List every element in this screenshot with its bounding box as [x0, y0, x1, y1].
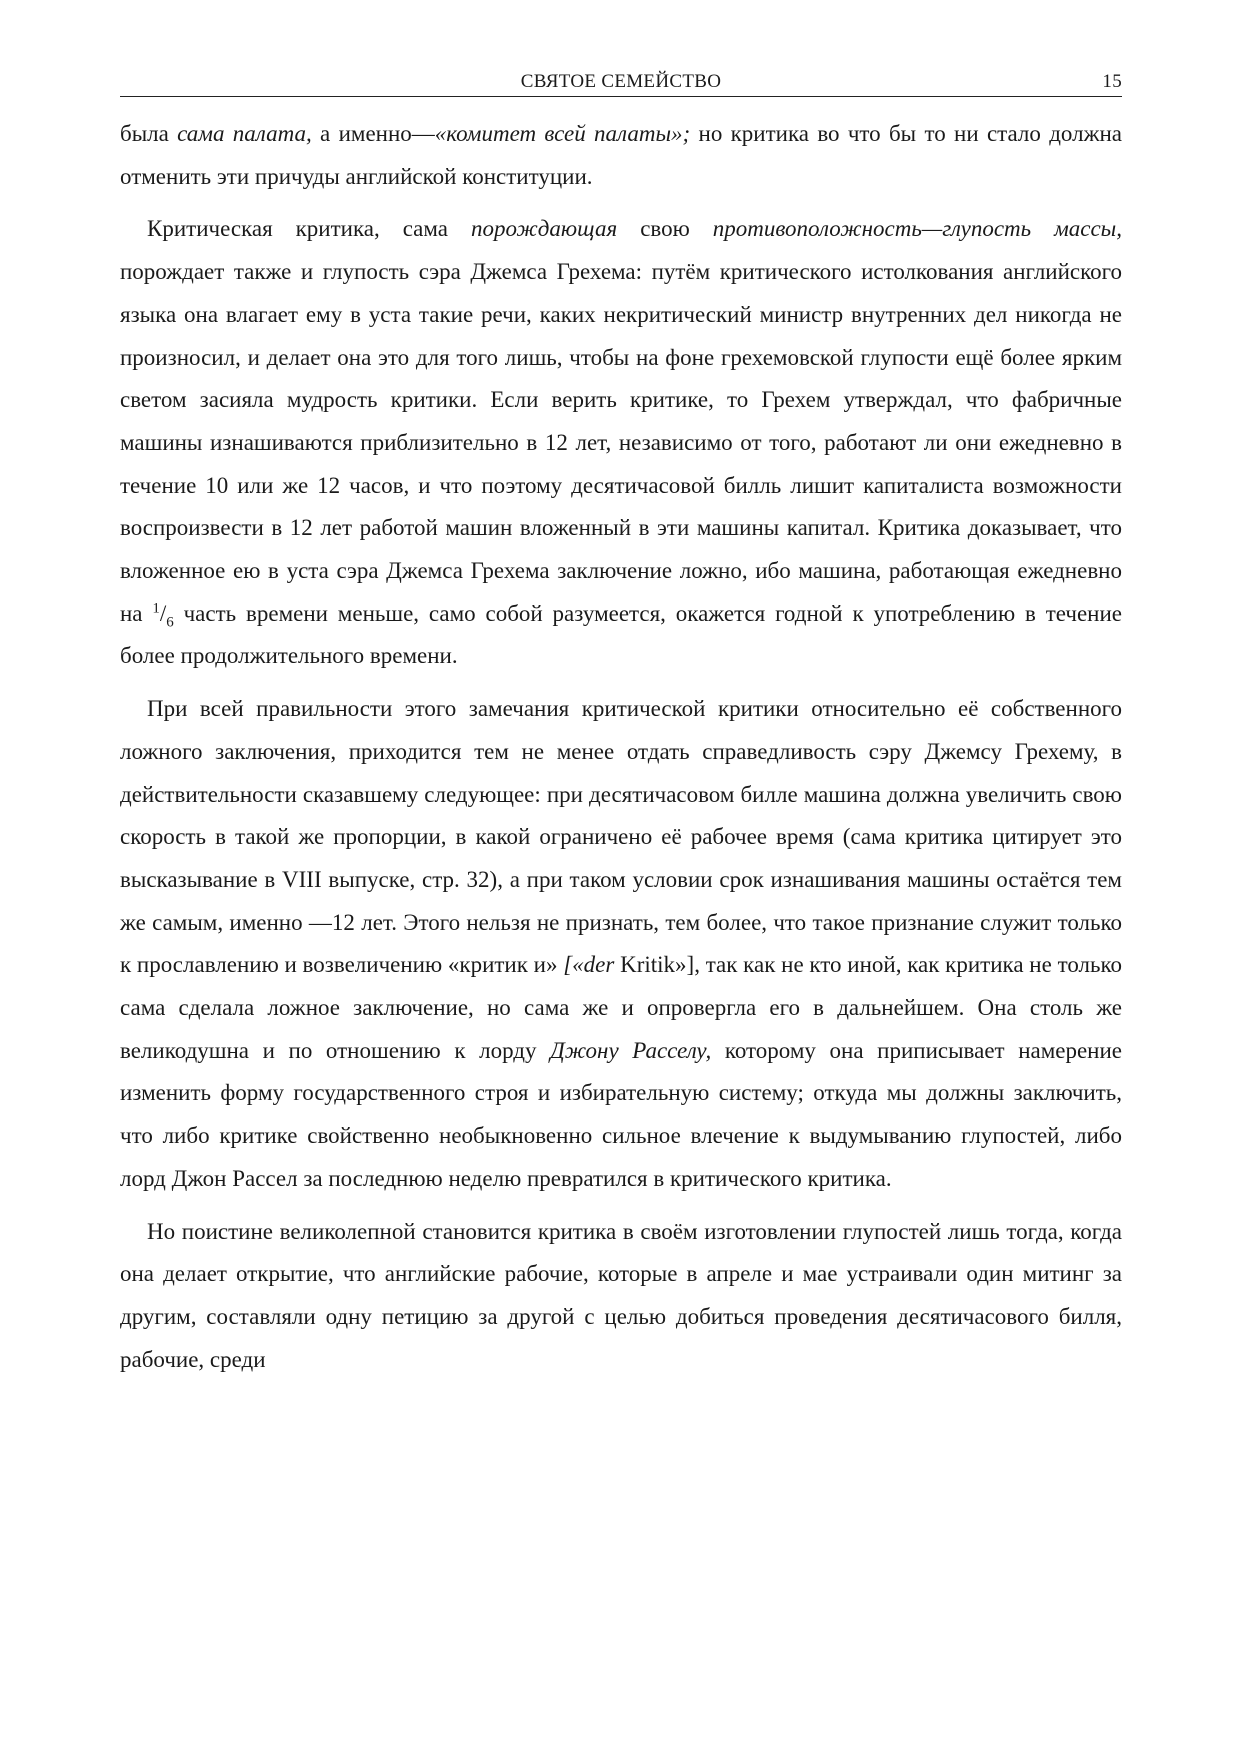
- fraction-denominator: 6: [166, 614, 174, 631]
- text-run: которому она приписывает намерение изменить форму государственного строя и избирательную систему; откуда мы должны заключить, что либо критике свойственно необыкновенно сильное влечение к выдумыванию глупостей, либо лорд Джон Рассел за последнюю неделю превратился в критического критика.: [120, 1037, 1123, 1191]
- italic-text: порождающая: [470, 216, 618, 242]
- text-run: часть времени меньше, само собой разумеется, окажется годной к употреблению в течение более продолжительного времени.: [120, 600, 1122, 669]
- text-run: Но поистине великолепной становится критика в своём изготовлении глупостей лишь тогда, когда она делает открытие, что английские рабочие, которые в апреле и мае устраивали один митинг за другим, составляли одну петицию за другой с целью добиться проведения десятичасового билля, рабочие, среди: [120, 1218, 1122, 1372]
- italic-text: противоположность—глупость массы,: [712, 216, 1122, 242]
- italic-text: сама палата,: [177, 121, 312, 146]
- paragraph: [120, 113, 1122, 198]
- italic-text: Джону Расселу,: [550, 1037, 712, 1063]
- body-text: [120, 113, 1122, 1381]
- running-header: [120, 60, 1122, 97]
- text-run: Критическая критика, сама: [147, 216, 471, 242]
- text-run: порождает также и глупость сэра Джемса Грехема: путём критического истолкования английского языка она влагает ему в уста такие речи, каких некритический министр внутренних дел никогда не произносил, и делает она это для того лишь, чтобы на фоне грехемовской глупости ещё более ярким светом засияла мудрость критики. Если верить критике, то Грехем утверждал, что фабричные машины изнашиваются приблизительно в 12 лет, независимо от того, работают ли они ежедневно в течение 10 или же 12 часов, и что поэтому десятичасовой билль лишит капиталиста возможности воспроизвести в 12 лет работой машин вложенный в эти машины капитал. Критика доказывает, что вложенное ею в уста сэра Джемса Грехема заключение ложно, ибо машина, работающая ежедневно на: [120, 259, 1122, 626]
- text-run: но критика во что бы то ни стало должна отменить эти причуды английской конституции.: [120, 121, 1122, 189]
- fraction-numerator: 1: [152, 600, 160, 617]
- italic-text: [«der: [563, 952, 615, 978]
- fraction: $^1/_6$: [152, 600, 174, 631]
- text-run: была: [120, 121, 178, 146]
- italic-text: «комитет всей палаты»;: [434, 121, 691, 146]
- paragraph: [120, 688, 1122, 1200]
- text-run: Kritik»], так как не кто иной, как критика не только сама сделала ложное заключение, но сама же и опровергла его в дальнейшем. Она столь же великодушна и по отношению к лорду: [120, 952, 1122, 1063]
- text-run: свою: [617, 216, 713, 242]
- page-number: 15: [1102, 71, 1122, 92]
- text-run: При всей правильности этого замечания критической критики относительно её собственного ложного заключения, приходится тем не менее отдать справедливость сэру Джемсу Грехему, в действительности сказавшему следующее: при десятичасовом билле машина должна увеличить свою скорость в такой же пропорции, в какой ограничено её рабочее время (сама критика цитирует это высказывание в VIII выпуске, стр. 32), а при таком условии срок изнашивания машины остаётся тем же самым, именно —12 лет. Этого нельзя не признать, тем более, что такое признание служит только к прославлению и возвеличению «критик и»: [120, 696, 1122, 978]
- running-title: СВЯТОЕ СЕМЕЙСТВО: [520, 71, 722, 92]
- paragraph: [120, 1211, 1122, 1382]
- document-page: [120, 60, 1122, 1391]
- paragraph: [120, 208, 1122, 678]
- text-run: а именно—: [311, 121, 435, 146]
